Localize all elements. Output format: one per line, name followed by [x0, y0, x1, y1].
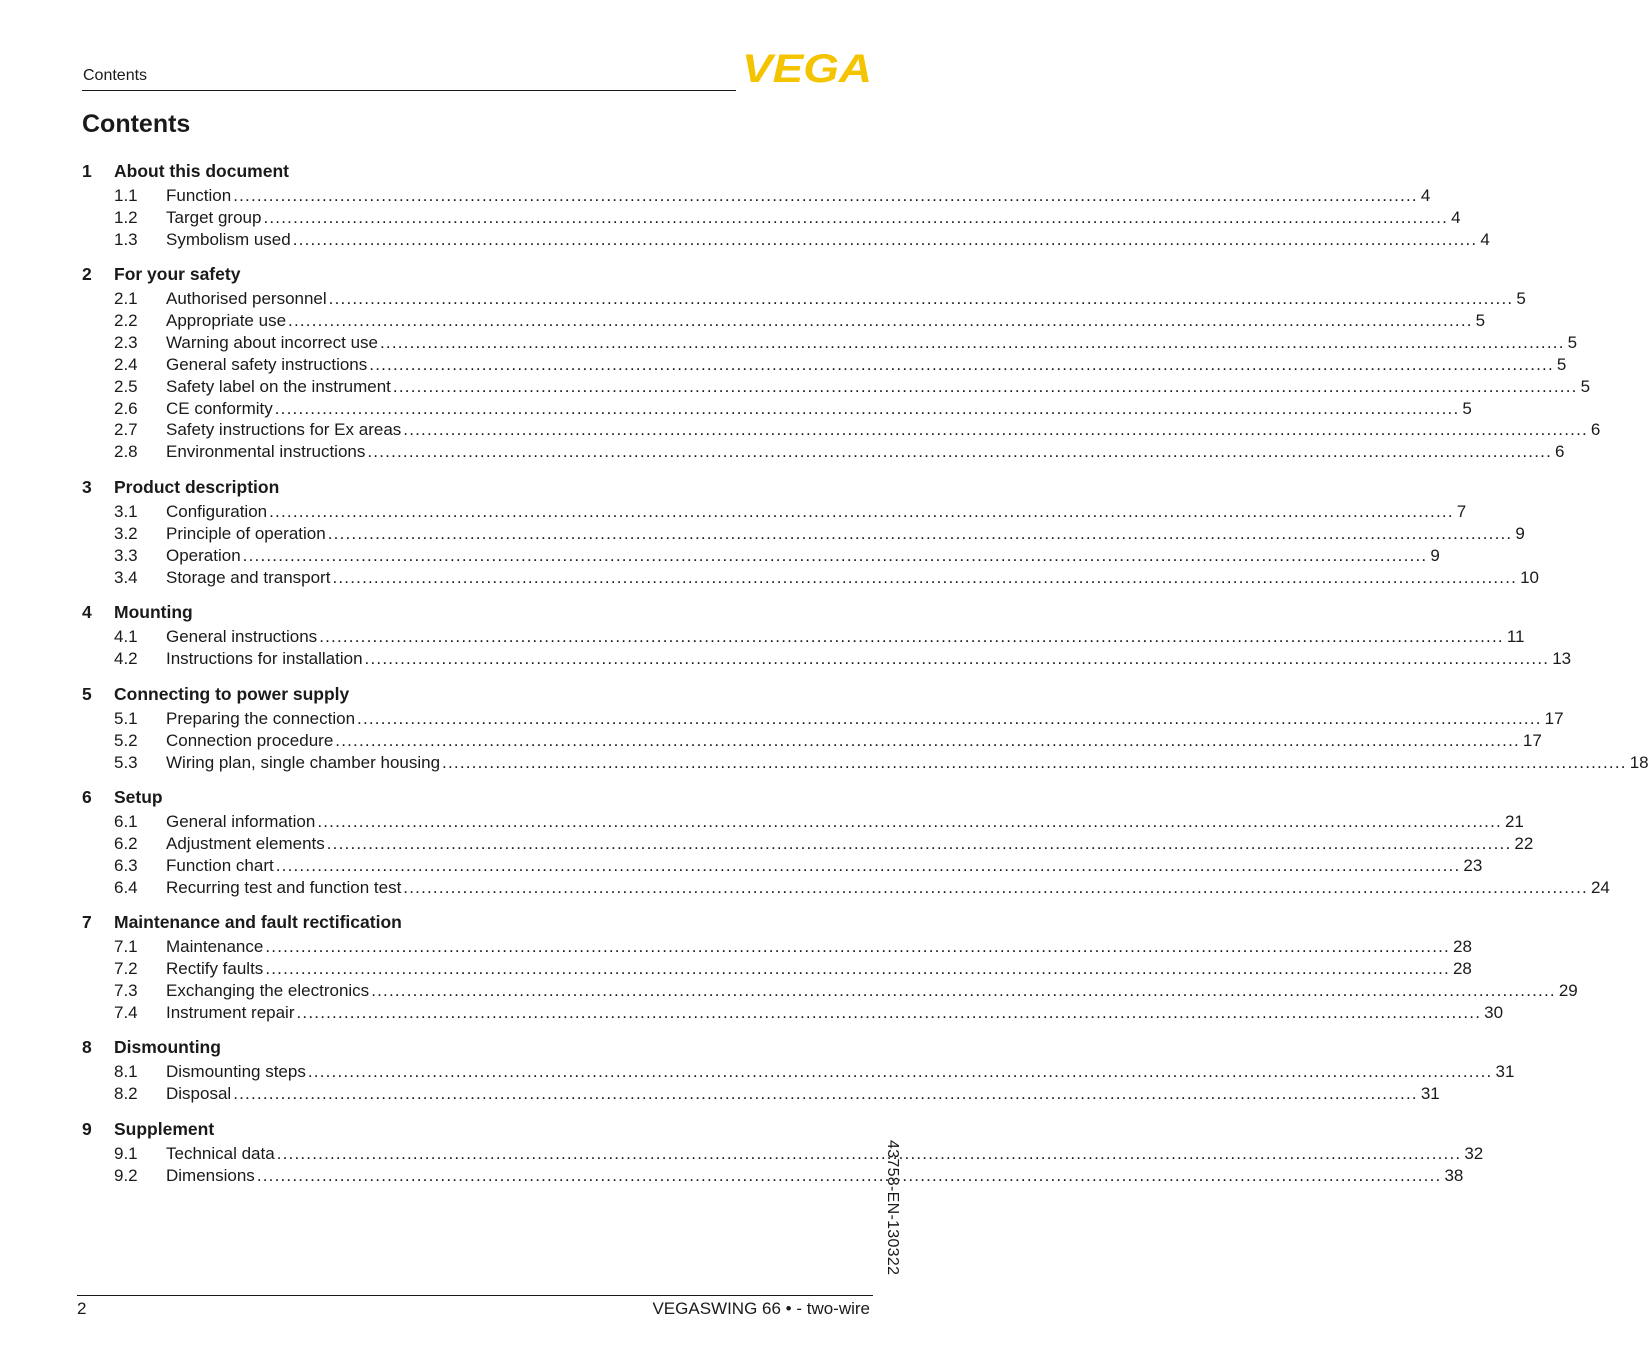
toc-entry-number: 3.3: [114, 545, 138, 565]
toc-dot-leader: ........................................................................................................................................................................................................: [403, 420, 1588, 440]
toc-dot-leader: ........................................................................................................................................................................................................: [357, 709, 1542, 728]
toc-entry-title: General instructions: [166, 627, 318, 646]
toc-entry[interactable]: [114, 958, 1472, 980]
toc-entry-title: Function chart: [166, 855, 274, 875]
toc-chapter-number: 8: [82, 1037, 92, 1057]
toc-entry[interactable]: [114, 332, 1578, 354]
toc-dot-leader: ........................................................................................................................................................................................................: [332, 567, 1518, 587]
toc-entry[interactable]: [114, 398, 1472, 420]
toc-entry-title: Storage and transport: [166, 567, 331, 587]
toc-entry-number: 8.1: [114, 1062, 138, 1081]
toc-dot-leader: ........................................................................................................................................................................................................: [442, 752, 1627, 772]
toc-entry-number: 7.4: [114, 1002, 138, 1022]
toc-entry-title: Rectify faults: [166, 958, 264, 978]
toc-entry-page: 11: [1506, 627, 1525, 646]
toc-entry[interactable]: [114, 1061, 1515, 1083]
toc-dot-leader: ........................................................................................................................................................................................................: [265, 958, 1450, 978]
toc-entry[interactable]: [114, 1165, 1464, 1187]
toc-entry-title: Safety label on the instrument: [166, 376, 391, 396]
toc-entry-number: 6.3: [114, 855, 138, 875]
toc-entry[interactable]: [114, 354, 1567, 376]
toc-entry-title: Connection procedure: [166, 730, 334, 750]
toc-dot-leader: ........................................................................................................................................................................................................: [292, 229, 1478, 249]
toc-entry[interactable]: [114, 811, 1524, 833]
toc-dot-leader: ........................................................................................................................................................................................................: [307, 1062, 1493, 1081]
toc-entry-title: Preparing the connection: [166, 709, 356, 728]
toc-chapter-heading: [82, 911, 882, 933]
toc-chapter-heading: [82, 476, 882, 498]
toc-entry-title: General safety instructions: [166, 354, 368, 374]
toc-entry-number: 1.1: [114, 186, 138, 205]
toc-entry-number: 2.1: [114, 289, 138, 308]
toc-chapter-title: Product description: [114, 477, 280, 497]
toc-chapter-number: 4: [82, 602, 92, 622]
toc-entry-number: 3.4: [114, 567, 138, 587]
toc-entry[interactable]: [114, 855, 1483, 877]
toc-entry-page: 18: [1629, 752, 1649, 772]
toc-entry-page: 30: [1484, 1002, 1504, 1022]
toc-entry-title: Wiring plan, single chamber housing: [166, 752, 441, 772]
toc-entry-page: 29: [1558, 980, 1578, 1000]
toc-entry-page: 21: [1504, 812, 1524, 831]
toc-entry-title: Configuration: [166, 502, 268, 521]
toc-dot-leader: ........................................................................................................................................................................................................: [265, 937, 1450, 956]
toc-entry-page: 24: [1590, 877, 1610, 897]
toc-entry-page: 5: [1567, 332, 1578, 352]
toc-entry[interactable]: [114, 501, 1467, 523]
toc-chapter-heading: [82, 1118, 882, 1140]
toc-entry[interactable]: [114, 523, 1525, 545]
toc-dot-leader: ........................................................................................................................................................................................................: [275, 855, 1461, 875]
toc-entry-number: 8.2: [114, 1083, 138, 1103]
toc-entry-page: 9: [1430, 545, 1440, 565]
toc-entry-page: 5: [1516, 289, 1526, 308]
toc-entry-title: Symbolism used: [166, 229, 291, 249]
toc-entry-number: 1.3: [114, 229, 138, 249]
toc-entry-page: 13: [1552, 648, 1572, 668]
toc-dot-leader: ........................................................................................................................................................................................................: [288, 310, 1473, 330]
toc-entry[interactable]: [114, 567, 1540, 589]
toc-entry-number: 2.6: [114, 398, 138, 418]
toc-entry-number: 5.2: [114, 730, 138, 750]
toc-entry-page: 5: [1475, 310, 1486, 330]
toc-entry-number: 1.2: [114, 207, 138, 227]
toc-chapter-heading: [82, 160, 882, 182]
toc-entry-page: 4: [1420, 186, 1431, 205]
toc-dot-leader: ........................................................................................................................................................................................................: [328, 289, 1514, 308]
toc-entry-title: Appropriate use: [166, 310, 287, 330]
toc-dot-leader: ........................................................................................................................................................................................................: [233, 1083, 1418, 1103]
toc-entry-title: Adjustment elements: [166, 833, 325, 853]
toc-entry[interactable]: [114, 936, 1472, 958]
toc-entry-number: 2.7: [114, 420, 138, 440]
toc-entry-page: 31: [1495, 1062, 1515, 1081]
toc-entry-title: Principle of operation: [166, 523, 326, 543]
toc-entry-title: Function: [166, 186, 232, 205]
footer-page-number: 2: [77, 1299, 87, 1318]
toc-entry-page: 9: [1515, 523, 1525, 543]
toc-chapter-title: About this document: [114, 161, 289, 181]
toc-entry-title: Maintenance: [166, 937, 264, 956]
toc-dot-leader: ........................................................................................................................................................................................................: [369, 354, 1554, 374]
toc-entry-page: 28: [1452, 958, 1472, 978]
toc-entry-number: 9.1: [114, 1144, 138, 1163]
toc-chapter-heading: [82, 683, 882, 705]
toc-entry-number: 2.4: [114, 354, 138, 374]
toc-chapter-number: 5: [82, 684, 92, 704]
toc-entry-number: 5.3: [114, 752, 138, 772]
toc-chapter-number: 2: [82, 264, 92, 284]
footer-rule: [77, 1295, 873, 1296]
toc-entry[interactable]: [114, 1083, 1440, 1105]
toc-dot-leader: ........................................................................................................................................................................................................: [274, 398, 1460, 418]
toc-entry-title: Technical data: [166, 1144, 275, 1163]
toc-dot-leader: ........................................................................................................................................................................................................: [263, 207, 1449, 227]
toc-entry[interactable]: [114, 185, 1431, 207]
toc-entry-title: Authorised personnel: [166, 289, 327, 308]
toc-entry-page: 28: [1452, 937, 1472, 956]
toc-entry-number: 2.2: [114, 310, 138, 330]
toc-chapter-heading: [82, 786, 882, 808]
toc-entry-page: 31: [1420, 1083, 1440, 1103]
toc-entry[interactable]: [114, 833, 1534, 855]
toc-entry-number: 2.5: [114, 376, 138, 396]
toc-entry-number: 7.3: [114, 980, 138, 1000]
toc-entry-title: Dismounting steps: [166, 1062, 306, 1081]
toc-entry-page: 22: [1514, 833, 1534, 853]
toc-entry[interactable]: [114, 419, 1601, 441]
toc-dot-leader: ........................................................................................................................................................................................................: [367, 442, 1553, 462]
toc-entry[interactable]: [114, 1002, 1504, 1024]
toc-entry-page: 5: [1580, 376, 1591, 396]
toc-entry-page: 32: [1464, 1144, 1484, 1163]
toc-entry-number: 3.1: [114, 502, 138, 521]
toc-chapter-number: 3: [82, 477, 92, 497]
toc-entry-page: 17: [1522, 730, 1542, 750]
toc-entry-number: 2.8: [114, 442, 138, 462]
toc-dot-leader: ........................................................................................................................................................................................................: [403, 877, 1588, 897]
toc-entry-page: 5: [1462, 398, 1472, 418]
toc-entry-page: 6: [1555, 442, 1565, 462]
toc-dot-leader: ........................................................................................................................................................................................................: [326, 833, 1512, 853]
toc-chapter-title: Dismounting: [114, 1037, 221, 1057]
toc-entry[interactable]: [114, 441, 1565, 463]
toc-entry-title: Operation: [166, 545, 241, 565]
toc-entry-title: Disposal: [166, 1083, 232, 1103]
toc-dot-leader: ........................................................................................................................................................................................................: [233, 186, 1418, 205]
toc-entry-title: Warning about incorrect use: [166, 332, 378, 352]
toc-entry-page: 23: [1463, 855, 1483, 875]
toc-entry[interactable]: [114, 877, 1610, 899]
toc-entry-title: Instrument repair: [166, 1002, 295, 1022]
toc-dot-leader: ........................................................................................................................................................................................................: [256, 1165, 1442, 1185]
toc-chapter-number: 6: [82, 787, 92, 807]
toc-entry[interactable]: [114, 730, 1542, 752]
toc-entry-title: Target group: [166, 207, 262, 227]
vega-logo-text: VEGA: [742, 47, 872, 91]
toc-entry-page: 17: [1544, 709, 1564, 728]
toc-chapter-title: For your safety: [114, 264, 241, 284]
toc-entry-title: Environmental instructions: [166, 442, 366, 462]
running-header: Contents: [83, 67, 148, 84]
toc-dot-leader: ........................................................................................................................................................................................................: [276, 1144, 1462, 1163]
toc-dot-leader: ........................................................................................................................................................................................................: [296, 1002, 1482, 1022]
toc-dot-leader: ........................................................................................................................................................................................................: [317, 812, 1502, 831]
toc-entry-number: 6.4: [114, 877, 138, 897]
footer-doc-title: VEGASWING 66 • - two-wire: [652, 1299, 870, 1318]
document-code: 43758-EN-130322: [884, 1140, 901, 1276]
toc-entry[interactable]: [114, 545, 1440, 567]
toc-chapter-title: Connecting to power supply: [114, 684, 350, 704]
toc-dot-leader: ........................................................................................................................................................................................................: [364, 648, 1550, 668]
toc-dot-leader: ........................................................................................................................................................................................................: [269, 502, 1454, 521]
toc-chapter-title: Supplement: [114, 1119, 215, 1139]
toc-entry[interactable]: [114, 288, 1526, 310]
toc-dot-leader: ........................................................................................................................................................................................................: [371, 980, 1556, 1000]
toc-entry[interactable]: [114, 626, 1525, 648]
page-title: Contents: [82, 110, 191, 138]
toc-entry-number: 7.1: [114, 937, 138, 956]
toc-dot-leader: ........................................................................................................................................................................................................: [327, 523, 1513, 543]
toc-entry[interactable]: [114, 752, 1649, 774]
toc-entry-number: 5.1: [114, 709, 138, 728]
toc-chapter-title: Maintenance and fault rectification: [114, 912, 402, 932]
toc-entry-number: 4.2: [114, 648, 138, 668]
toc-dot-leader: ........................................................................................................................................................................................................: [392, 376, 1578, 396]
toc-entry-title: General information: [166, 812, 316, 831]
toc-entry[interactable]: [114, 708, 1564, 730]
toc-chapter-number: 9: [82, 1119, 92, 1139]
toc-chapter-title: Setup: [114, 787, 163, 807]
toc-dot-leader: ........................................................................................................................................................................................................: [335, 730, 1520, 750]
toc-entry[interactable]: [114, 1143, 1484, 1165]
toc-chapter-title: Mounting: [114, 602, 193, 622]
toc-entry-page: 4: [1480, 229, 1490, 249]
toc-entry-title: Recurring test and function test: [166, 877, 402, 897]
toc-entry-number: 7.2: [114, 958, 138, 978]
toc-dot-leader: ........................................................................................................................................................................................................: [379, 332, 1565, 352]
toc-entry-number: 9.2: [114, 1165, 138, 1185]
toc-entry-title: Exchanging the electronics: [166, 980, 370, 1000]
toc-entry-page: 38: [1444, 1165, 1464, 1185]
toc-entry-number: 4.1: [114, 627, 138, 646]
toc-chapter-heading: [82, 1036, 882, 1058]
toc-entry-number: 6.2: [114, 833, 138, 853]
toc-chapter-number: 7: [82, 912, 92, 932]
toc-entry-page: 6: [1590, 420, 1601, 440]
toc-entry-number: 2.3: [114, 332, 138, 352]
toc-entry-title: Safety instructions for Ex areas: [166, 420, 402, 440]
toc-entry[interactable]: [114, 980, 1578, 1002]
toc-entry[interactable]: [114, 310, 1486, 332]
toc-entry-number: 6.1: [114, 812, 138, 831]
toc-dot-leader: ........................................................................................................................................................................................................: [319, 627, 1504, 646]
toc-entry-page: 5: [1556, 354, 1567, 374]
toc-entry-page: 10: [1520, 567, 1540, 587]
toc-entry[interactable]: [114, 229, 1490, 251]
toc-entry-page: 7: [1456, 502, 1467, 521]
toc-chapter-heading: [82, 263, 882, 285]
toc-entry-title: Dimensions: [166, 1165, 255, 1185]
toc-dot-leader: ........................................................................................................................................................................................................: [242, 545, 1428, 565]
toc-chapter-heading: [82, 601, 882, 623]
toc-entry[interactable]: [114, 376, 1591, 398]
toc-entry-number: 3.2: [114, 523, 138, 543]
toc-chapter-number: 1: [82, 161, 92, 181]
vega-logo: [741, 47, 873, 91]
header-rule: [82, 90, 736, 91]
toc-entry-title: Instructions for installation: [166, 648, 363, 668]
toc-entry-page: 4: [1451, 207, 1461, 227]
toc-entry[interactable]: [114, 207, 1461, 229]
toc-entry[interactable]: [114, 648, 1572, 670]
toc-entry-title: CE conformity: [166, 398, 273, 418]
